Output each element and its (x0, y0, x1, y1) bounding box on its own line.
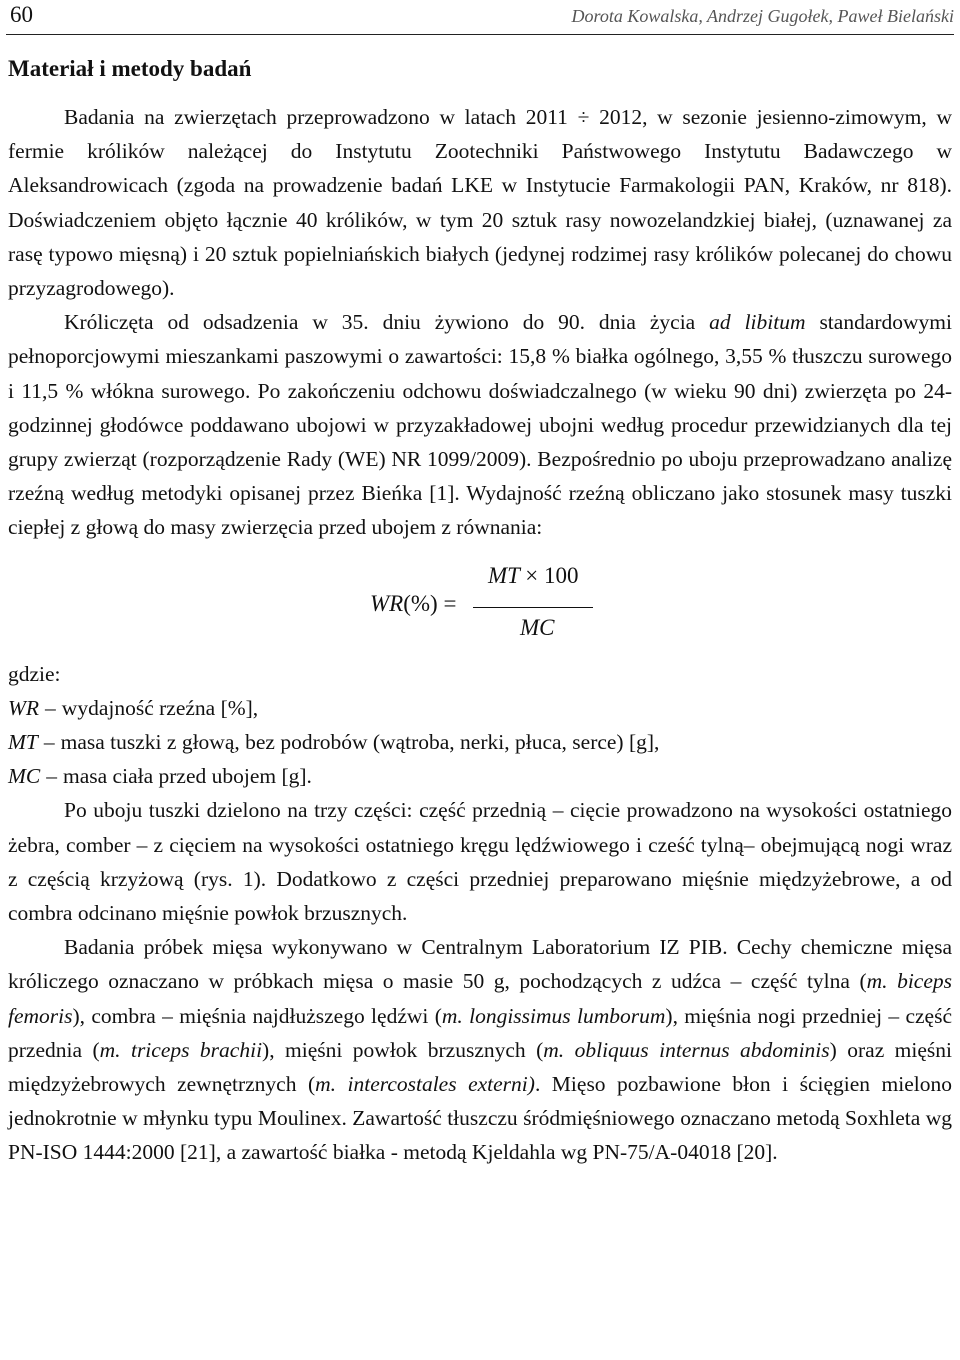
latin-muscle-name: m. biceps femoris (8, 969, 952, 1028)
paragraph-text: ) oraz mięśni międzyżebrowych zewnętrznych ( (8, 1037, 953, 1097)
paragraph-feeding-slaughter (8, 305, 952, 544)
paragraph-text: ), mięśnia nogi przedniej – część przednia ( (8, 1003, 953, 1062)
fraction-bar (473, 607, 593, 608)
dressing-percentage-equation (8, 549, 952, 657)
equation-lhs (370, 591, 456, 617)
definition-wr (8, 691, 952, 725)
paragraph-text: ), combra – mięśnia najdłuższego lędźwi ( (72, 1003, 442, 1028)
section-heading: Materiał i metody badań (8, 56, 252, 81)
equation-symbol-mt: MT (488, 562, 520, 588)
definition-mc (8, 759, 952, 793)
equation-symbol-wr: WR (370, 590, 404, 616)
article-body (8, 100, 952, 1170)
paragraph-materials: Badania na zwierzętach przeprowadzono w latach 2011 ÷ 2012, w sezonie jesienno-zimowym, w fermie królików należącej do Instytutu Zootechniki Państwowego Instytutu Badawczego w Aleksandrowicach (zgoda na prowadzenie badań LKE w Instytucie Farmakologii PAN, Kraków, nr 818). Doświadczeniem objęto łącznie 40 królików, w tym 20 sztuk rasy nowozelandzkiej białej, (uznawanej za rasę typowo mięsną) i 20 sztuk popielniańskich białych (jedynej rodzimej rasy królików polecanej do chowu przyzagrodowego). (8, 105, 952, 301)
definition-mt (8, 725, 952, 759)
latin-muscle-name: m. longissimus lumborum (441, 1003, 666, 1028)
paragraph-text: ), mięśni powłok brzusznych ( (262, 1037, 544, 1062)
definition-text: wydajność rzeźna [%], (61, 695, 259, 720)
equation-unit: (%) (403, 590, 438, 616)
paragraph-text: standardowymi pełnoporcjowymi mieszankami paszowymi o zawartości: 15,8 % białka ogólnego, 3,55 % tłuszczu surowego i 11,5 % włókna surowego. Po zakończeniu odchowu doświadczalnego (w wieku 90 dni) zwierzęta po 24-godzinnej głodówce poddawano ubojowi w przyzakładowej ubojni według procedur przewidzianych dla tej grupy zwierząt (rozporządzenie Rady (WE) NR 1099/2009). Bezpośrednio po uboju przeprowadzano analizę rzeźną według metodyki opisanej przez Bieńka [1]. Wydajność rzeźną obliczano jako stosunek masy tuszki ciepłej z głową do masy zwierzęcia przed ubojem z równania: (8, 310, 953, 540)
paragraph-meat-analysis (8, 930, 952, 1169)
definitions-intro: gdzie: (8, 661, 61, 686)
definition-dash: – (46, 764, 57, 789)
paragraph-text: Króliczęta od odsadzenia w 35. dniu żywiono do 90. dnia życia (64, 310, 710, 335)
page-number: 60 (10, 2, 33, 27)
definition-symbol: MC (8, 764, 41, 789)
definition-dash: – (43, 730, 55, 755)
latin-term: ad libitum (709, 310, 806, 335)
paragraph-carcass-division: Po uboju tuszki dzielono na trzy części: część przednią – cięcie prowadzono na wysokości ostatniego żebra, comber – z cięciem na wysokości ostatniego kręgu lędźwiowego i cześć tylną– obejmującą nogi wraz z częścią krzyżową (rys. 1). Dodatkowo z części przedniej preparowano mięśnie międzyżebrowe, a od combra odcinano mięśnie powłok brzusznych. (8, 798, 952, 926)
equation-multiplier: × 100 (525, 562, 579, 588)
definition-text: masa ciała przed ubojem [g]. (63, 764, 312, 789)
definition-dash: – (45, 695, 56, 720)
paragraph-text: Badania próbek mięsa wykonywano w Centralnym Laboratorium IZ PIB. Cechy chemiczne mięsa króliczego oznaczano w próbkach mięsa o masie 50 g, pochodzących z udźca – część tylna ( (8, 935, 952, 994)
equation-denominator: MC (520, 614, 555, 640)
latin-muscle-name: m. triceps brachii (99, 1037, 263, 1062)
latin-muscle-name: m. obliquus internus abdominis (543, 1037, 830, 1062)
definition-symbol: WR (8, 695, 40, 720)
running-head-authors: Dorota Kowalska, Andrzej Gugołek, Paweł Bielański (571, 6, 954, 26)
definition-symbol: MT (8, 730, 38, 755)
definition-text: masa tuszki z głową, bez podrobów (wątroba, nerki, płuca, serce) [g], (60, 730, 660, 755)
paragraph-text: . Mięso pozbawione błon i ścięgien mielono jednokrotnie w młynku typu Moulinex. Zawartość tłuszczu śródmięśniowego oznaczano metodą Soxhleta wg PN-ISO 1444:2000 [21], a zawartość białka - metodą Kjeldahla wg PN-75/A-04018 [20]. (8, 1072, 952, 1165)
equation-equals: = (443, 590, 457, 616)
equation-numerator (488, 563, 579, 589)
page-header (6, 0, 954, 35)
latin-muscle-name: m. intercostales externi) (315, 1072, 535, 1097)
